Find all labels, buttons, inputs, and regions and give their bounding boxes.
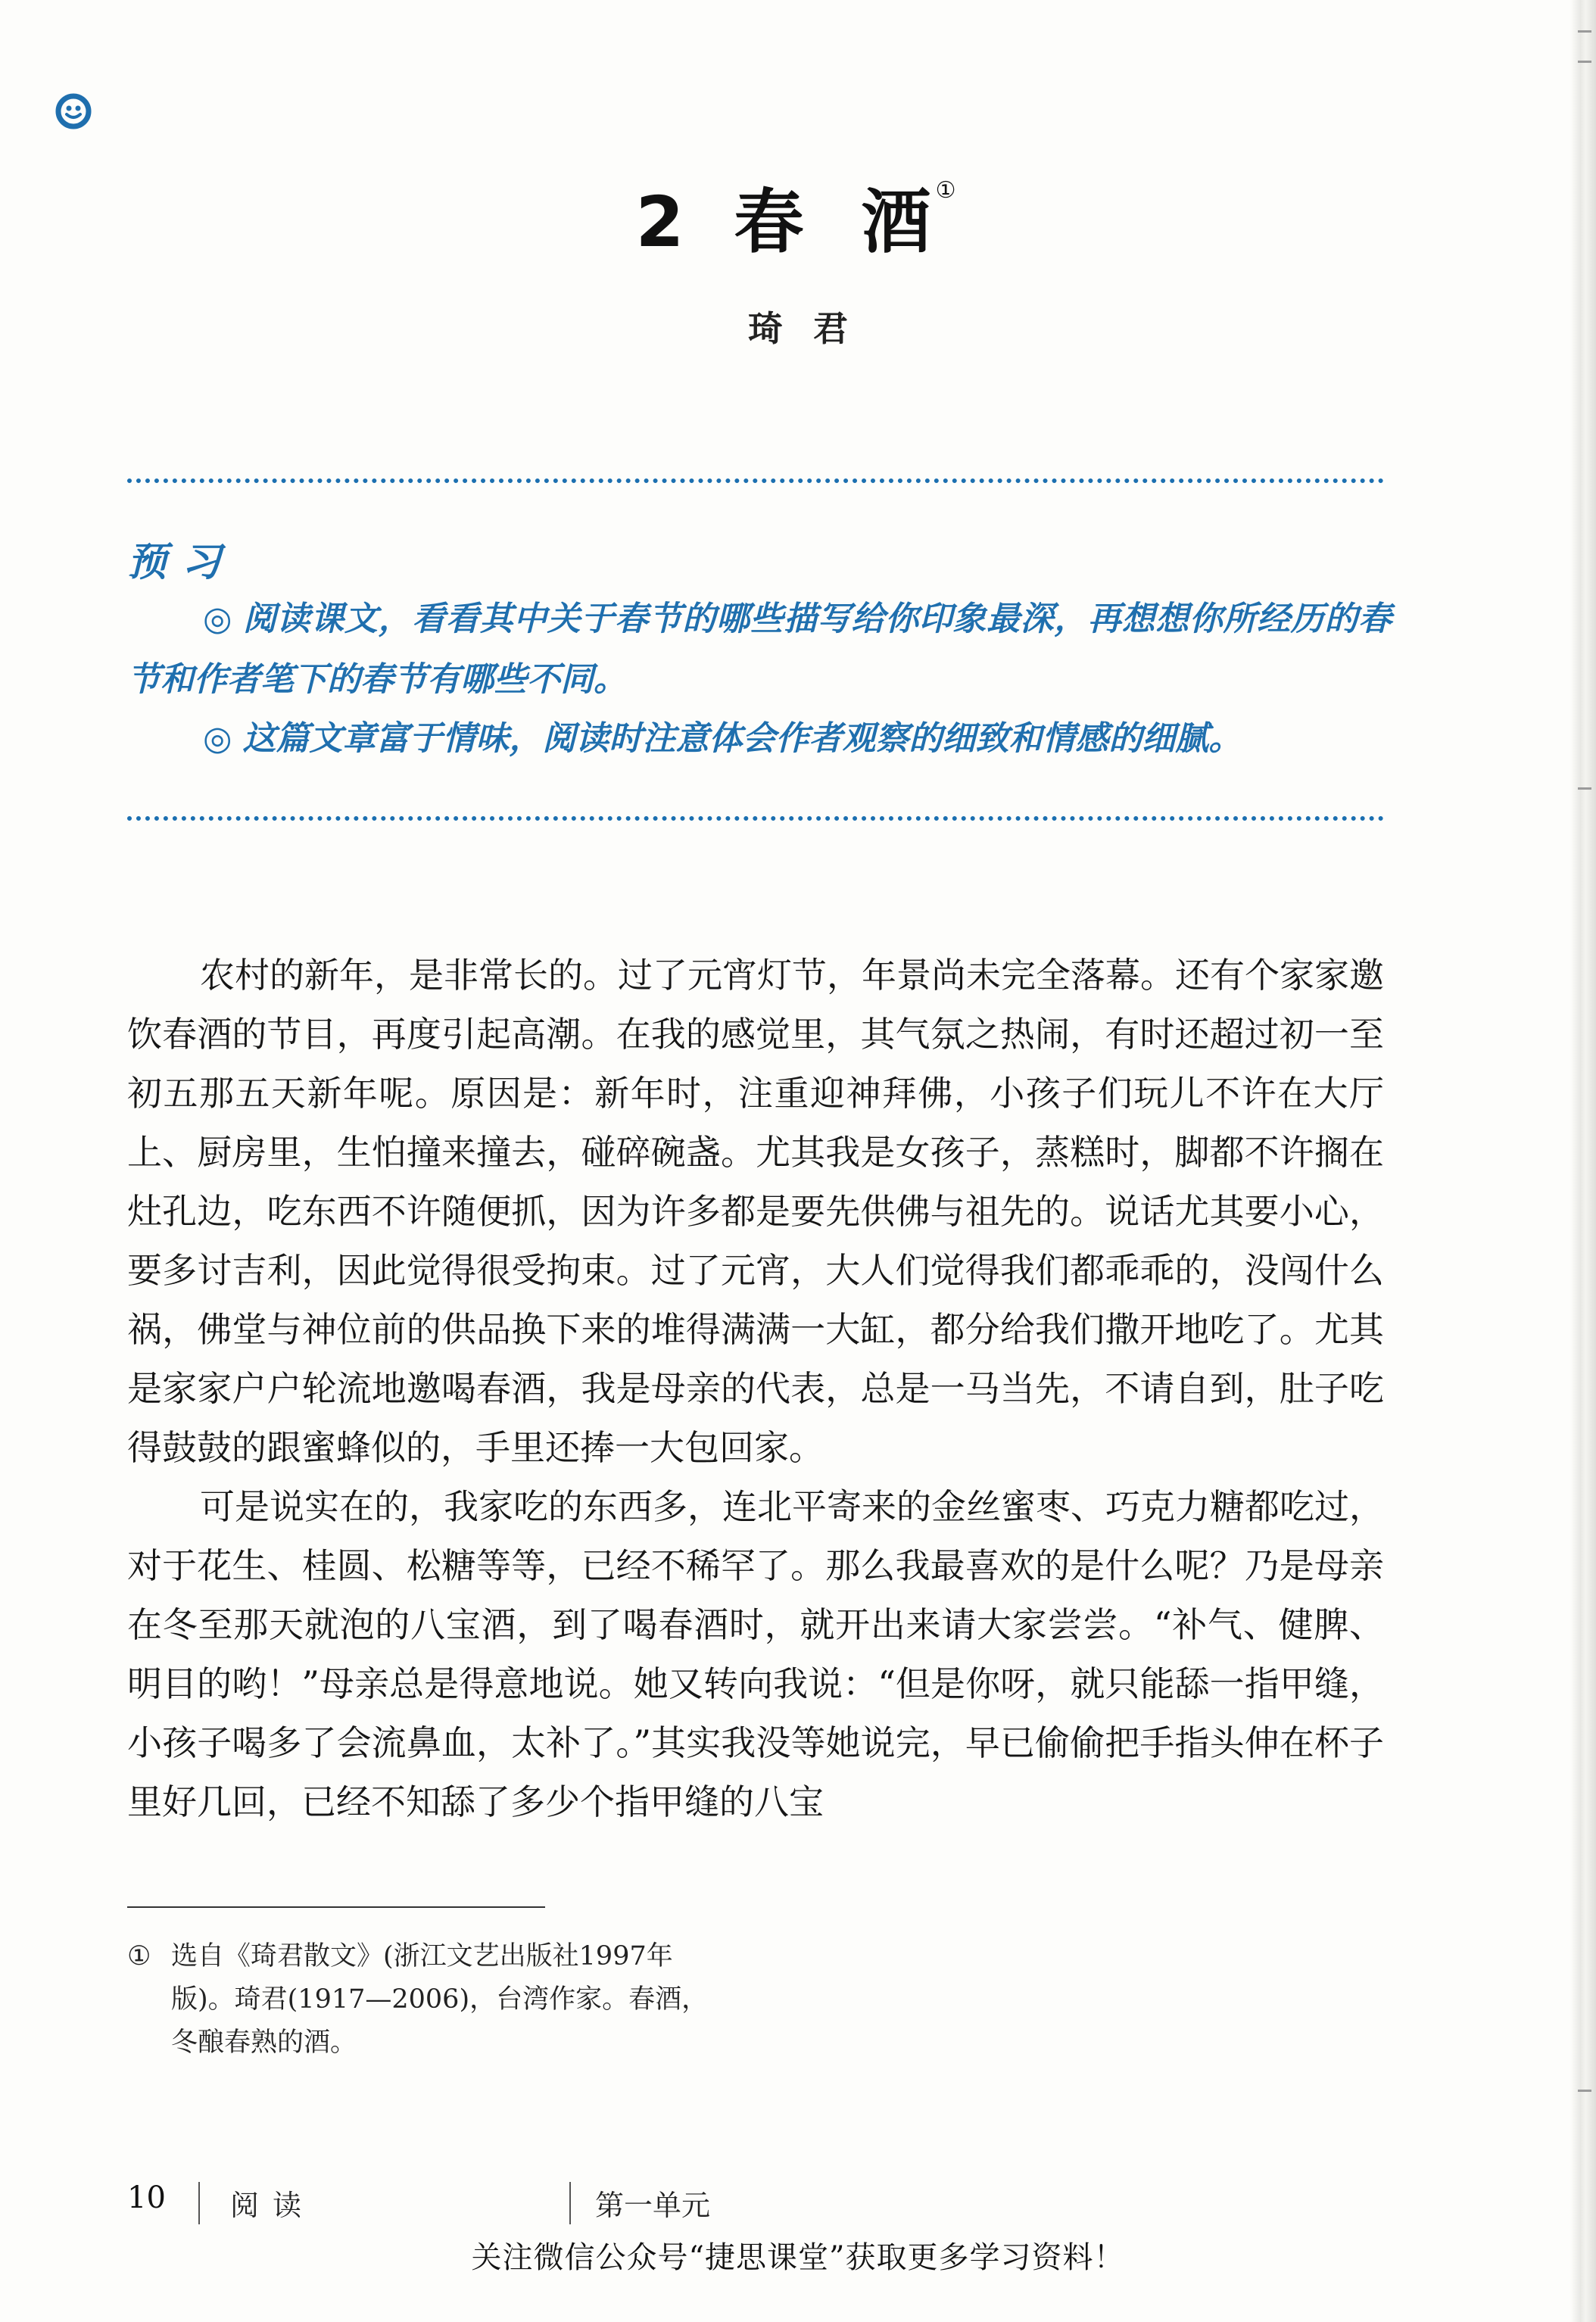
footnote-rule <box>127 1906 545 1908</box>
footer-divider <box>198 2182 200 2224</box>
section-label: 阅读 <box>230 2189 316 2222</box>
footnote-line-2: 版)。琦君(1917—2006)，台湾作家。春酒， <box>171 1984 709 2015</box>
preview-item <box>127 709 1392 769</box>
footer-banner: 关注微信公众号“捷思课堂”获取更多学习资料！ <box>471 2240 1125 2275</box>
preview-item-text: 这篇文章富于情味，阅读时注意体会作者观察的细致和情感的细腻。 <box>242 719 1242 758</box>
lesson-title <box>0 167 1596 266</box>
footnote <box>127 1935 748 2065</box>
author-name: 琦君 <box>748 308 878 349</box>
footer-divider <box>569 2182 571 2224</box>
preview-heading: 预习 <box>127 539 237 585</box>
preview-item-text: 阅读课文，看看其中关于春节的哪些描写给你印象最深，再想想你所经历的春节和作者笔下的春节有哪些不同。 <box>127 600 1392 699</box>
footnote-line-1 <box>127 1935 748 1978</box>
edge-tick <box>1578 787 1591 790</box>
divider-dotted-top <box>127 478 1384 483</box>
title-char-1: 春 <box>734 182 809 263</box>
bullet-mark: ◎ <box>203 600 233 638</box>
edge-tick <box>1578 61 1591 63</box>
lesson-number: 2 <box>635 182 689 263</box>
footnote-text: 选自《琦君散文》(浙江文艺出版社1997年 <box>171 1941 673 1971</box>
divider-dotted-bottom <box>127 816 1384 821</box>
edge-tick <box>1578 30 1591 33</box>
page-number: 10 <box>127 2180 166 2215</box>
unit-label: 第一单元 <box>595 2189 711 2222</box>
bullet-mark: ◎ <box>203 719 232 758</box>
footnote-line-3: 冬酿春熟的酒。 <box>171 2027 357 2058</box>
smiley-face-icon <box>55 92 92 130</box>
preview-item <box>127 589 1392 710</box>
edge-tick <box>1578 2090 1591 2092</box>
body-paragraph: 农村的新年，是非常长的。过了元宵灯节，年景尚未完全落幕。还有个家家邀饮春酒的节目，再度引起高潮。在我的感觉里，其气氛之热闹，有时还超过初一至初五那五天新年呢。原因是：新年时，注重迎神拜佛，小孩子们玩儿不许在大厅上、厨房里，生怕撞来撞去，碰碎碗盏。尤其我是女孩子，蒸糕时，脚都不许搁在灶孔边，吃东西不许随便抓，因为许多都是要先供佛与祖先的。说话尤其要小心，要多讨吉利，因此觉得很受拘束。过了元宵，大人们觉得我们都乖乖的，没闯什么祸，佛堂与神位前的供品换下来的堆得满满一大缸，都分给我们撒开地吃了。尤其是家家户户轮流地邀喝春酒，我是母亲的代表，总是一马当先，不请自到，肚子吃得鼓鼓的跟蜜蜂似的，手里还捧一大包回家。 <box>127 955 1384 1468</box>
footnote-ref: ① <box>935 177 961 204</box>
body-text <box>127 946 1384 1831</box>
footnote-mark: ① <box>127 1941 151 1971</box>
body-paragraph: 可是说实在的，我家吃的东西多，连北平寄来的金丝蜜枣、巧克力糖都吃过，对于花生、桂圆、松糖等等，已经不稀罕了。那么我最喜欢的是什么呢？乃是母亲在冬至那天就泡的八宝酒，到了喝春酒时，就开出来请大家尝尝。“补气、健脾、明目的哟！”母亲总是得意地说。她又转向我说：“但是你呀，就只能舔一指甲缝，小孩子喝多了会流鼻血，太补了。”其实我没等她说完，早已偷偷把手指头伸在杯子里好几回，已经不知舔了多少个指甲缝的八宝 <box>127 1486 1384 1822</box>
title-char-2: 酒 <box>861 182 936 263</box>
